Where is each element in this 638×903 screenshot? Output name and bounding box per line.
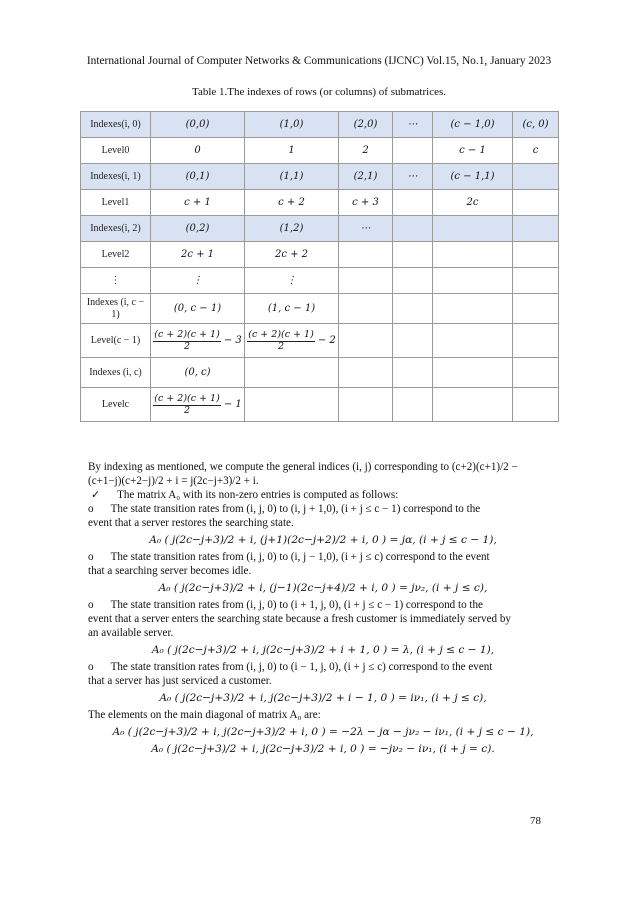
table-cell: (c − 1,0) — [433, 112, 513, 138]
rule-line — [88, 550, 558, 564]
table-cell — [513, 242, 559, 268]
table-cell: 1 — [245, 138, 339, 164]
table-cell — [433, 324, 513, 358]
table-cell — [393, 358, 433, 388]
table-cell: (1, c − 1) — [245, 294, 339, 324]
table-cell — [513, 216, 559, 242]
journal-header: International Journal of Computer Networks & Communications (IJCNC) Vol.15, No.1, January 2023 — [86, 55, 552, 67]
table-cell — [433, 216, 513, 242]
table-cell — [513, 324, 559, 358]
table-cell — [393, 268, 433, 294]
row-label-cell: Indexes(i, 1) — [81, 164, 151, 190]
circle-bullet-icon: o — [88, 661, 94, 673]
table-cell: $\frac{(c + 2)(c + 1)}{2}$ − 1 — [151, 388, 245, 422]
table-cell: (c − 1,1) — [433, 164, 513, 190]
paragraph-text: The matrix A₀ with its non-zero entries is computed as follows: — [117, 489, 399, 501]
table-cell: c + 2 — [245, 190, 339, 216]
row-label-cell: Level1 — [81, 190, 151, 216]
table-row — [81, 388, 559, 422]
table-cell — [393, 138, 433, 164]
paragraph-line: By indexing as mentioned, we compute the general indices (i, j) corresponding to (c+2)(c+1)/2 − — [88, 461, 518, 473]
table-cell: (2,1) — [339, 164, 393, 190]
table-cell — [433, 268, 513, 294]
table-cell — [393, 388, 433, 422]
table-cell — [339, 242, 393, 268]
table-cell: (1,2) — [245, 216, 339, 242]
table-cell — [245, 388, 339, 422]
equation: A₀ ( j(2c−j+3)/2 + i, (j−1)(2c−j+4)/2 + i, 0 ) = jν₂, (i + j ≤ c), — [158, 582, 488, 594]
table-cell — [339, 294, 393, 324]
table-cell — [393, 242, 433, 268]
table-cell — [513, 190, 559, 216]
table-cell: (0,2) — [151, 216, 245, 242]
table-cell: 2c + 1 — [151, 242, 245, 268]
rule-line — [88, 502, 558, 516]
row-label-cell: Level(c − 1) — [81, 324, 151, 358]
table-cell: c + 1 — [151, 190, 245, 216]
table-cell: (c, 0) — [513, 112, 559, 138]
table-cell: ⋯ — [393, 112, 433, 138]
table-cell: c — [513, 138, 559, 164]
table-cell: c + 3 — [339, 190, 393, 216]
table-cell: (0, c) — [151, 358, 245, 388]
table-row — [81, 112, 559, 138]
table-cell: (2,0) — [339, 112, 393, 138]
circle-bullet-icon: o — [88, 551, 94, 563]
table-cell — [433, 242, 513, 268]
paragraph-text: The state transition rates from (i, j, 0) to (i, j − 1,0), (i + j ≤ c) correspond to the event — [110, 551, 490, 563]
table-cell — [393, 216, 433, 242]
row-label-cell: Levelc — [81, 388, 151, 422]
paragraph-text: The state transition rates from (i, j, 0) to (i + 1, j, 0), (i + j ≤ c − 1) correspond to the — [110, 599, 483, 611]
circle-bullet-icon: o — [88, 599, 94, 611]
table-cell — [433, 358, 513, 388]
rule-line — [88, 660, 558, 674]
row-label-cell: Level2 — [81, 242, 151, 268]
table-cell — [513, 268, 559, 294]
table-cell: $\frac{(c + 2)(c + 1)}{2}$ − 3 — [151, 324, 245, 358]
paragraph-line: an available server. — [88, 627, 174, 639]
row-label-cell: Indexes(i, 2) — [81, 216, 151, 242]
table-cell: 2 — [339, 138, 393, 164]
table-row — [81, 216, 559, 242]
equation: A₀ ( j(2c−j+3)/2 + i, j(2c−j+3)/2 + i − 1, 0 ) = iν₁, (i + j ≤ c), — [159, 692, 487, 704]
table-cell: ⋮ — [151, 268, 245, 294]
table-cell — [393, 324, 433, 358]
equation: A₀ ( j(2c−j+3)/2 + i, (j+1)(2c−j+2)/2 + i, 0 ) = jα, (i + j ≤ c − 1), — [149, 534, 497, 546]
equation: A₀ ( j(2c−j+3)/2 + i, j(2c−j+3)/2 + i + 1, 0 ) = λ, (i + j ≤ c − 1), — [151, 644, 495, 656]
table-cell: (1,0) — [245, 112, 339, 138]
table-row — [81, 242, 559, 268]
table-caption: Table 1.The indexes of rows (or columns) of submatrices. — [192, 86, 446, 98]
table-cell — [339, 324, 393, 358]
table-cell — [393, 294, 433, 324]
table-cell: ⋯ — [339, 216, 393, 242]
table-cell: 0 — [151, 138, 245, 164]
paragraph-line: that a server has just serviced a customer. — [88, 675, 272, 687]
row-label-cell: Indexes (i, c − 1) — [81, 294, 151, 324]
paragraph-line: that a searching server becomes idle. — [88, 565, 252, 577]
table-cell: $\frac{(c + 2)(c + 1)}{2}$ − 2 — [245, 324, 339, 358]
page-number: 78 — [530, 815, 541, 827]
table-cell: (0,1) — [151, 164, 245, 190]
paragraph-text: The state transition rates from (i, j, 0) to (i − 1, j, 0), (i + j ≤ c) correspond to the event — [110, 661, 493, 673]
table-cell — [393, 190, 433, 216]
table-cell — [513, 358, 559, 388]
submatrix-index-table — [80, 111, 559, 422]
table-cell: c − 1 — [433, 138, 513, 164]
equation: A₀ ( j(2c−j+3)/2 + i, j(2c−j+3)/2 + i, 0 ) = −jν₂ − iν₁, (i + j = c). — [151, 743, 495, 755]
row-label-cell: ⋮ — [81, 268, 151, 294]
paragraph-line: event that a server enters the searching state because a fresh customer is immediately served by — [88, 613, 511, 625]
table-row — [81, 294, 559, 324]
table-cell: ⋯ — [393, 164, 433, 190]
table-cell — [433, 388, 513, 422]
paragraph-line: event that a server restores the searching state. — [88, 517, 294, 529]
table-cell: 2c + 2 — [245, 242, 339, 268]
table-cell — [339, 358, 393, 388]
table-row — [81, 358, 559, 388]
rule-line — [88, 598, 558, 612]
circle-bullet-icon: o — [88, 503, 94, 515]
table-cell: 2c — [433, 190, 513, 216]
paragraph-line: The elements on the main diagonal of matrix A₀ are: — [88, 709, 321, 721]
table-cell: ⋮ — [245, 268, 339, 294]
table-row — [81, 138, 559, 164]
table-cell — [513, 294, 559, 324]
table-row — [81, 190, 559, 216]
table-cell: (1,1) — [245, 164, 339, 190]
row-label-cell: Level0 — [81, 138, 151, 164]
body-text — [88, 460, 558, 756]
table-row — [81, 268, 559, 294]
table-cell — [433, 294, 513, 324]
table-cell — [513, 388, 559, 422]
table-cell: (0, c − 1) — [151, 294, 245, 324]
table-row — [81, 324, 559, 358]
check-icon: ✓ — [91, 489, 101, 501]
checklist-line — [88, 488, 558, 502]
row-label-cell: Indexes (i, c) — [81, 358, 151, 388]
equation: A₀ ( j(2c−j+3)/2 + i, j(2c−j+3)/2 + i, 0 ) = −2λ − jα − jν₂ − iν₁, (i + j ≤ c − 1), — [112, 726, 534, 738]
row-label-cell: Indexes(i, 0) — [81, 112, 151, 138]
table-cell: (0,0) — [151, 112, 245, 138]
paragraph-text: The state transition rates from (i, j, 0) to (i, j + 1,0), (i + j ≤ c − 1) correspond to the — [110, 503, 481, 515]
table-row — [81, 164, 559, 190]
table-cell — [513, 164, 559, 190]
table-cell — [245, 358, 339, 388]
paragraph-line: (c+1−j)(c+2−j)/2 + i = j(2c−j+3)/2 + i. — [88, 475, 259, 487]
table-cell — [339, 388, 393, 422]
table-cell — [339, 268, 393, 294]
